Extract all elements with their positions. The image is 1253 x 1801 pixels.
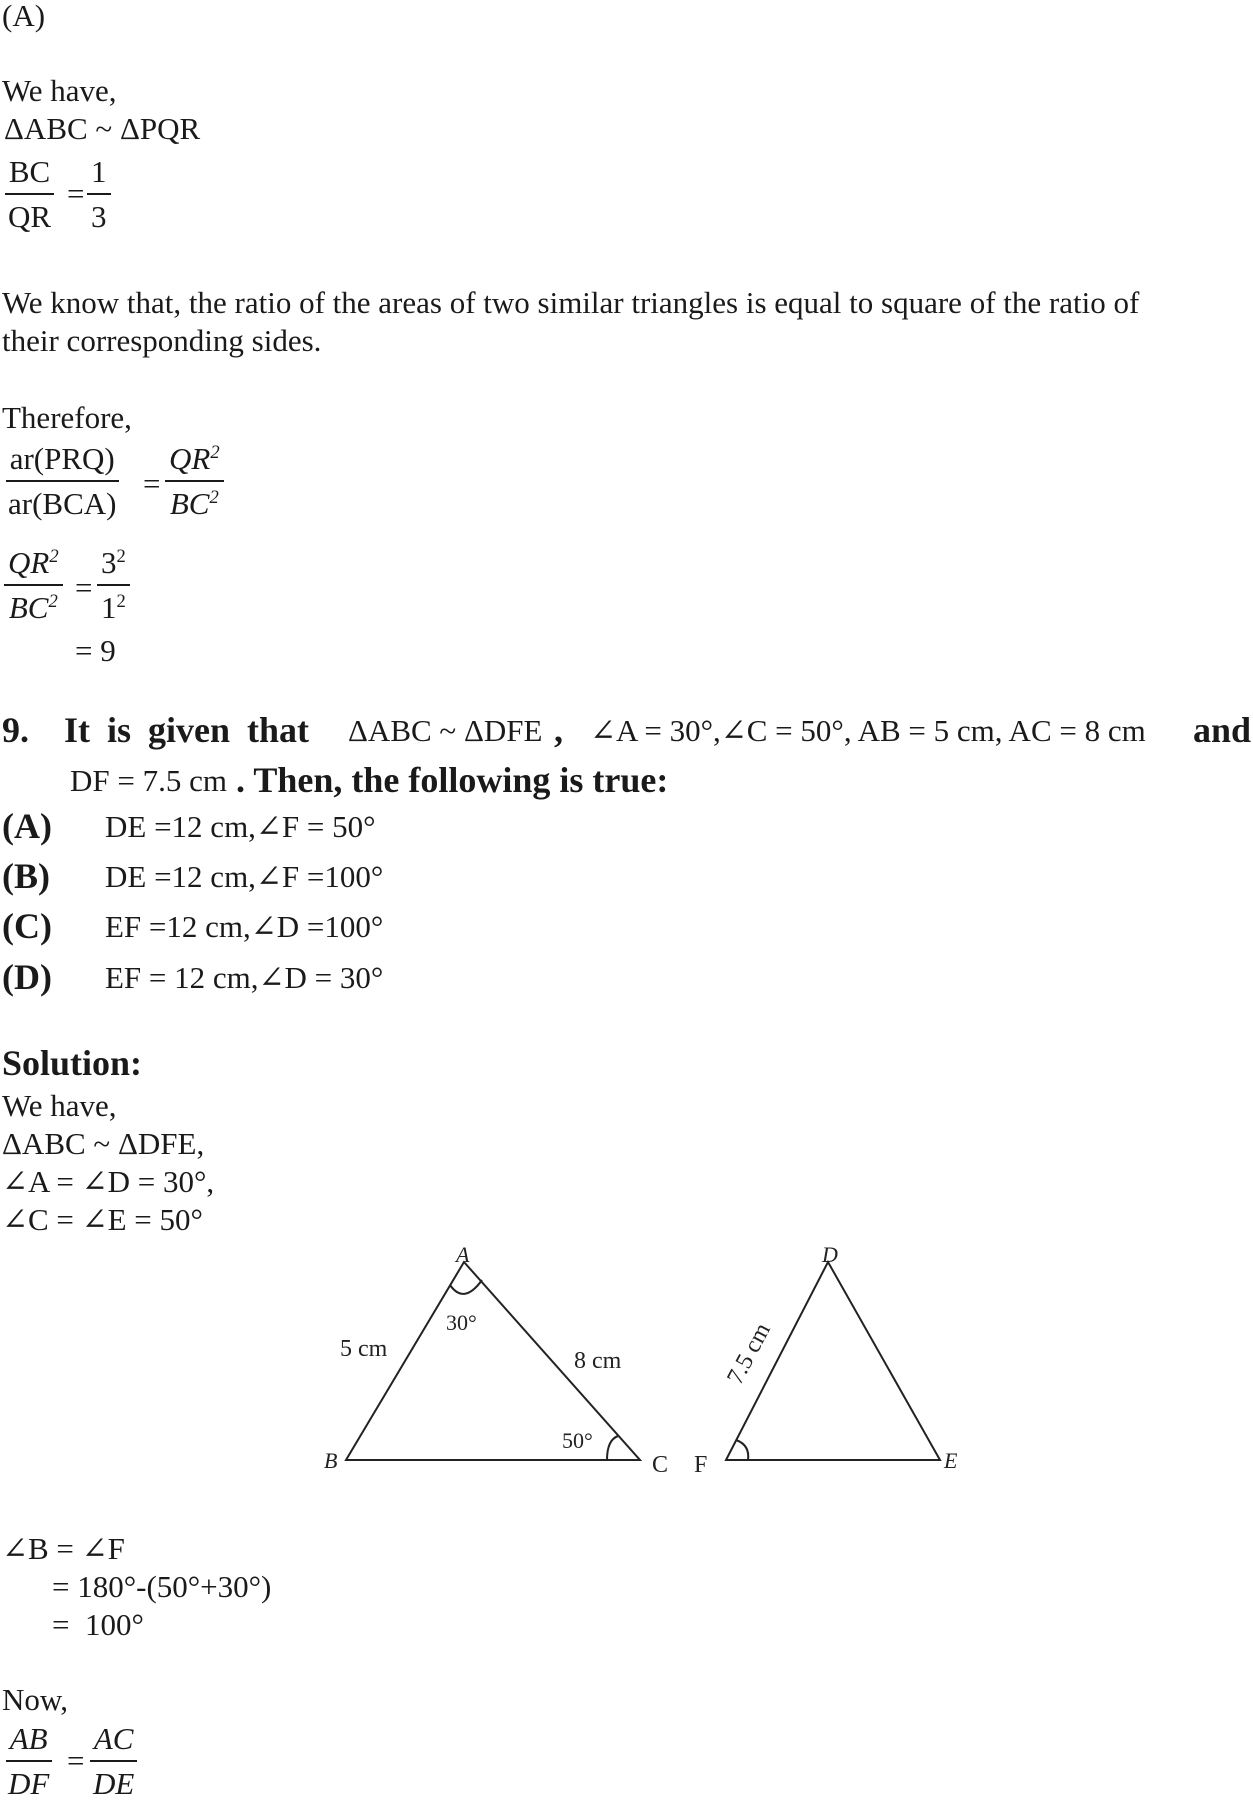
vertex-b-label: B [324,1448,338,1473]
question-givens: ∠A = 30°,∠C = 50°, AB = 5 cm, AC = 8 cm [590,713,1146,748]
fraction-numerator: AC [90,1723,138,1762]
question-similarity: ΔABC ~ ΔDFE [348,713,543,748]
fraction-numerator: $3^2$ [97,547,130,586]
option-b-text: DE =12 cm,∠F =100° [105,859,384,894]
angle-b-line-2: = 180°-(50°+30°) [52,1569,272,1604]
solution-heading: Solution: [2,1043,143,1083]
solution-line: ∠A = ∠D = 30°, [2,1164,215,1199]
option-c-text: EF =12 cm,∠D =100° [105,909,384,944]
fraction-numerator: BC [5,156,54,195]
fraction-numerator: 1 [87,156,111,195]
previous-answer: (A) [2,0,46,33]
question-comma: , [554,710,563,750]
question-number: 9. [2,710,29,750]
side-ac-label: 8 cm [574,1348,622,1374]
we-have-text: We have, [2,73,117,108]
option-a-text: DE =12 cm,∠F = 50° [105,809,376,844]
angle-f-arc [736,1440,748,1460]
option-d-text: EF = 12 cm,∠D = 30° [105,960,384,995]
now-text: Now, [2,1682,69,1717]
theorem-line-1: We know that, the ratio of the areas of two similar triangles is equal to square of the ratio of [2,285,1140,320]
option-b-label: (B) [2,856,50,896]
fraction-numerator: AB [6,1723,52,1762]
result-nine: = 9 [75,633,116,668]
question-and: and [1193,710,1252,750]
angle-c-arc [607,1436,618,1460]
equals-sign: = [75,570,93,605]
final-ratio-rhs [89,1723,138,1799]
vertex-a-label: A [456,1242,470,1267]
fraction-denominator: ar(BCA) [8,486,117,521]
similarity-statement: ΔABC ~ ΔPQR [4,111,201,146]
question-text-start: It is given that [64,710,310,750]
solution-line: ∠C = ∠E = 50° [2,1202,203,1237]
solution-line: We have, [2,1088,117,1123]
angle-b-line-1: ∠B = ∠F [2,1531,125,1566]
vertex-c-label: C [652,1452,669,1478]
vertex-d-label: D [822,1242,838,1267]
fraction-denominator: $1^2$ [101,590,126,625]
equals-sign: = [67,1743,85,1778]
side-df-label: 7.5 cm [722,1318,776,1389]
theorem-line-2: their corresponding sides. [2,323,322,358]
vertex-f-label: F [694,1452,708,1478]
equals-sign: = [67,176,85,211]
question-df: DF = 7.5 cm [70,763,227,798]
vertex-e-label: E [944,1448,958,1473]
option-a-label: (A) [2,806,52,846]
fraction-denominator: DE [93,1766,135,1801]
final-ratio-lhs [4,1723,53,1799]
option-d-label: (D) [2,957,52,997]
angle-c-label: 50° [562,1428,593,1453]
fraction-numerator: $QR^2$ [165,443,224,482]
side-ab-label: 5 cm [340,1336,388,1362]
question-tail: . Then, the following is true: [236,760,669,800]
fraction-denominator: $BC^2$ [169,486,219,521]
therefore-text: Therefore, [2,400,132,435]
equals-sign: = [143,466,161,501]
fraction-denominator: DF [8,1766,50,1801]
fraction-denominator: 3 [91,199,107,234]
fraction-numerator: $QR^2$ [4,547,63,586]
angle-a-arc [450,1280,482,1294]
fraction-numerator: ar(PRQ) [6,443,119,482]
angle-b-line-3: = 100° [52,1607,144,1642]
angle-a-label: 30° [446,1310,477,1335]
fraction-denominator: QR [8,199,52,234]
option-c-label: (C) [2,906,52,946]
fraction-denominator: $BC^2$ [8,590,58,625]
solution-line: ΔABC ~ ΔDFE, [2,1126,205,1161]
